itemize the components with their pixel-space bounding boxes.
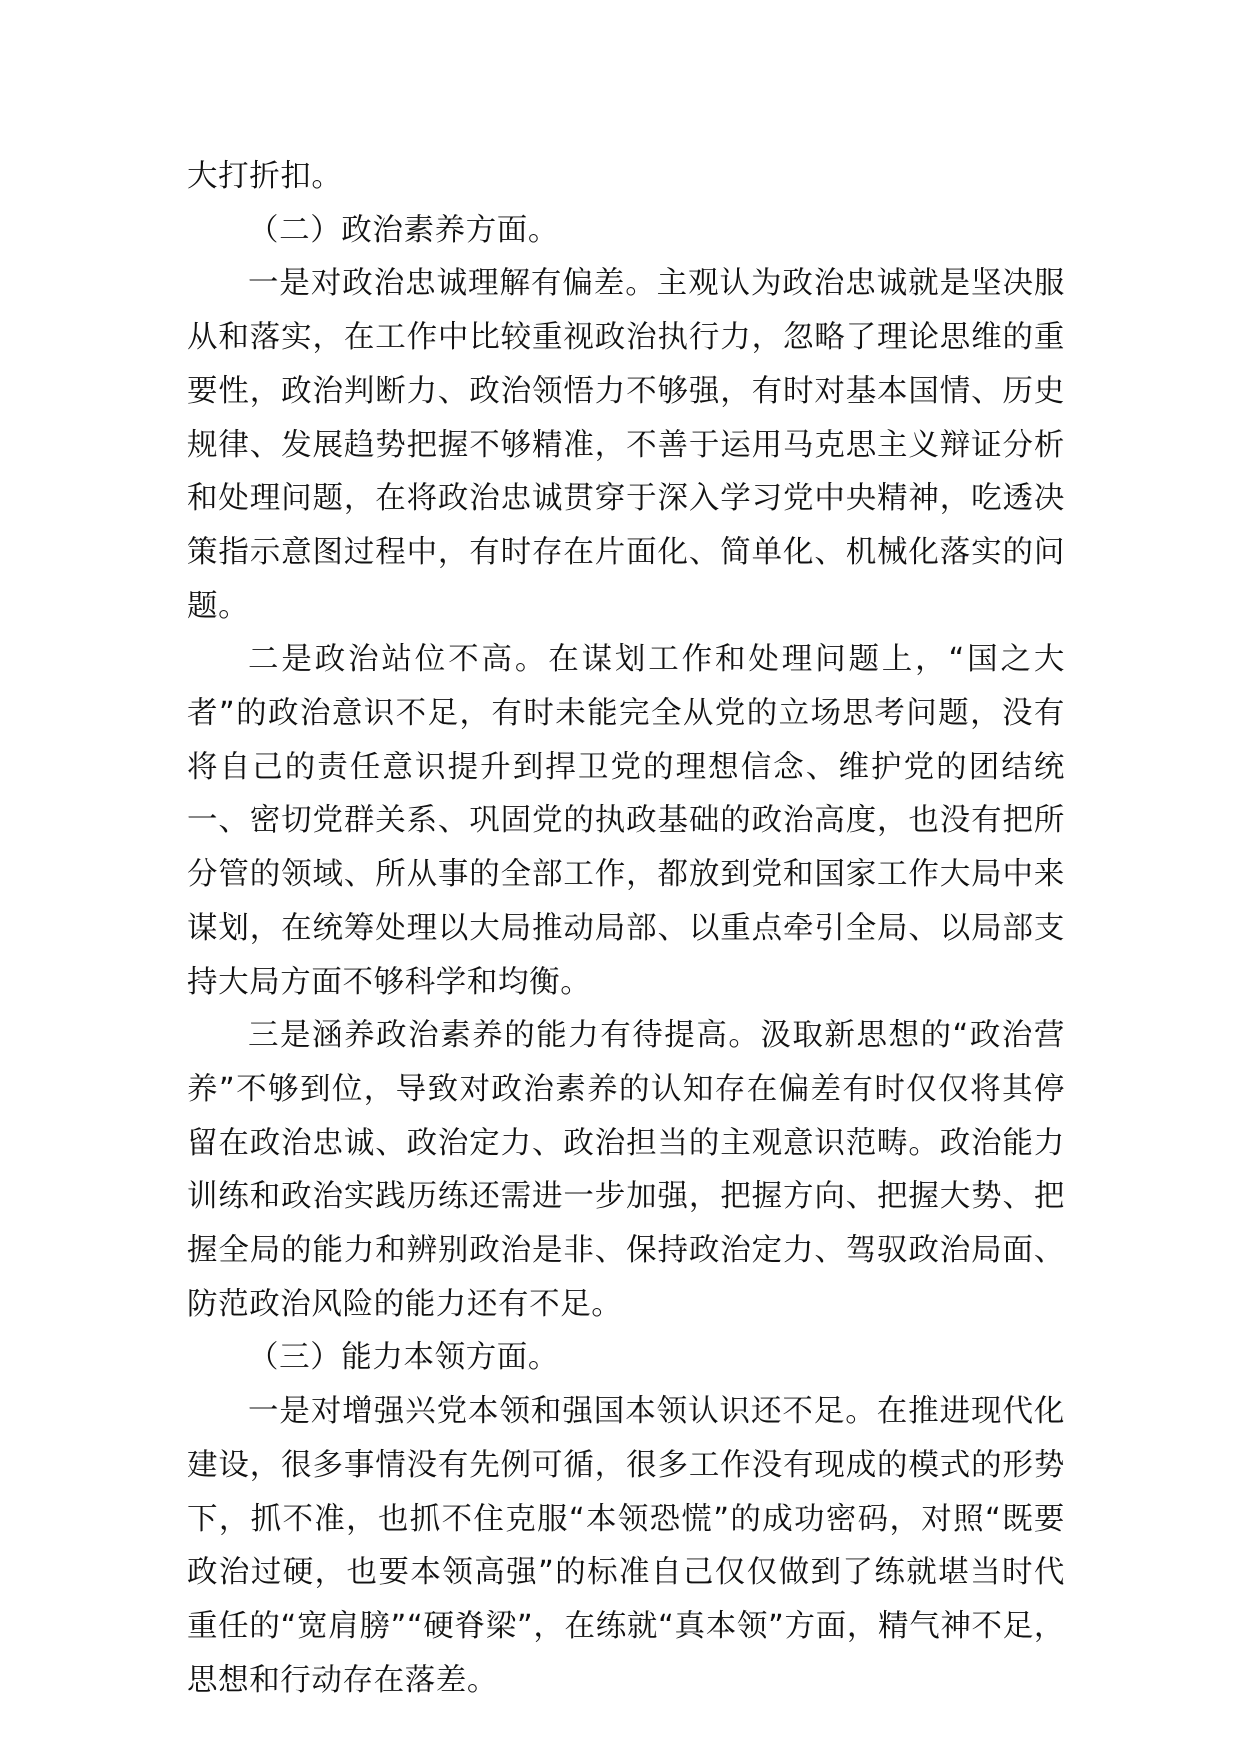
section-heading-ability: （三）能力本领方面。	[248, 1340, 559, 1376]
section-heading-political-quality: （二）政治素养方面。	[248, 212, 559, 248]
paragraph-continuation: 大打折扣。	[187, 159, 343, 194]
paragraph-political-loyalty: 一是对政治忠诚理解有偏差。主观认为政治忠诚就是坚决服从和落实，在工作中比较重视政治执行力，忽略了理论思维的重要性，政治判断力、政治领悟力不够强，有时对基本国情、历史规律、发展趋势把握不够精准，不善于运用马克思主义辩证分析和处理问题，在将政治忠诚贯穿于深入学习党中央精神，吃透决策指示意图过程中，有时存在片面化、简单化、机械化落实的问题。	[187, 266, 1065, 624]
paragraph-political-cultivation: 三是涵养政治素养的能力有待提高。汲取新思想的“政治营养”不够到位，导致对政治素养的认知存在偏差有时仅仅将其停留在政治忠诚、政治定力、政治担当的主观意识范畴。政治能力训练和政治实践历练还需进一步加强，把握方向、把握大势、把握全局的能力和辨别政治是非、保持政治定力、驾驭政治局面、防范政治风险的能力还有不足。	[187, 1018, 1065, 1322]
paragraph-ability-awareness: 一是对增强兴党本领和强国本领认识还不足。在推进现代化建设，很多事情没有先例可循，很多工作没有现成的模式的形势下，抓不准，也抓不住克服“本领恐慌”的成功密码，对照“既要政治过硬，也要本领高强”的标准自己仅仅做到了练就堪当时代重任的“宽肩膀”“硬脊梁”，在练就“真本领”方面，精气神不足，思想和行动存在落差。	[187, 1394, 1065, 1698]
document-body	[187, 150, 1065, 1707]
paragraph-political-standpoint: 二是政治站位不高。在谋划工作和处理问题上，“国之大者”的政治意识不足，有时未能完全从党的立场思考问题，没有将自己的责任意识提升到捍卫党的理想信念、维护党的团结统一、密切党群关系、巩固党的执政基础的政治高度，也没有把所分管的领域、所从事的全部工作，都放到党和国家工作大局中来谋划，在统筹处理以大局推动局部、以重点牵引全局、以局部支持大局方面不够科学和均衡。	[187, 642, 1065, 1000]
